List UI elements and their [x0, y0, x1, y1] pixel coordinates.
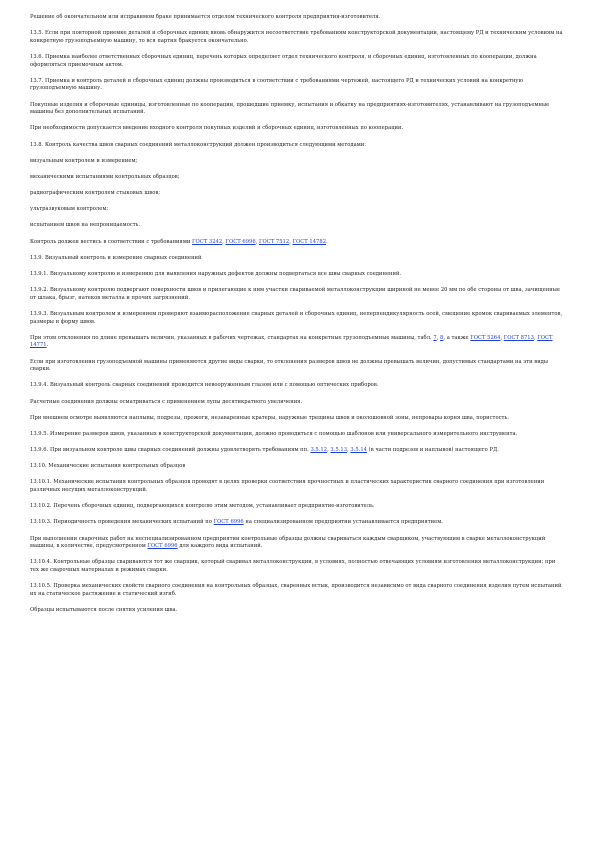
text-run: Образцы испытываются после снятия усиления шва.: [30, 606, 178, 613]
paragraph: [30, 14, 565, 22]
document-link[interactable]: ГОСТ 5264: [470, 334, 501, 341]
section-heading: [30, 255, 565, 263]
text-run: 13.8. Контроль качества швов сварных соединений металлоконструкций должен производиться следующими методами:: [30, 141, 367, 148]
document-link[interactable]: ГОСТ 6996: [225, 238, 256, 245]
document-link[interactable]: ГОСТ 14771: [30, 334, 553, 349]
text-run: визуальным контролем и измерением;: [30, 157, 138, 164]
document-link[interactable]: 3.5.13: [330, 447, 348, 454]
document-link[interactable]: ГОСТ 3242: [192, 238, 223, 245]
text-run: 13.10.4. Контрольные образцы свариваются тот же сварщик, который сваривал металлоконструкции, в условиях, полностью отвечающих условиям изготовления металлоконструкции; при тех же сварочных материалах и режимах сварки.: [30, 559, 556, 573]
paragraph: [30, 125, 565, 133]
text-run: испытанием швов на непроницаемость.: [30, 222, 141, 229]
paragraph: [30, 287, 565, 302]
document-link[interactable]: 7: [433, 334, 437, 341]
text-run: ,: [327, 447, 331, 454]
text-run: Контроль должен вестись в соответствии с требованиями: [30, 238, 193, 245]
document-link[interactable]: 3.5.12: [310, 447, 328, 454]
text-run: 13.10. Механические испытания контрольных образцов: [30, 463, 186, 470]
text-run: 13.9.4. Визуальный контроль сварных соединений проводится невооруженным глазом или с помощью оптических приборов.: [30, 382, 379, 389]
paragraph: [30, 431, 565, 439]
paragraph: [30, 583, 565, 598]
paragraph: [30, 142, 565, 150]
text-run: механическими испытаниями контрольных образцов;: [30, 173, 180, 180]
text-run: При необходимости допускается введение входного контроля покупных изделий и сборочных единиц, изготовленных по кооперации.: [30, 125, 404, 132]
text-run: Покупные изделия и сборочные единицы, изготовленные по кооперации, прошедшие приемку, испытания и обкатку на предприятиях-изготовителях, устанавливают на грузоподъемные машины без дополнительных испытаний.: [30, 101, 550, 116]
text-run: 13.9.6. При визуальном контроле швы сварных соединений должны удовлетворять требованиям пп.: [30, 447, 311, 454]
paragraph: [30, 607, 565, 615]
paragraph: [30, 78, 565, 93]
text-run: 13.7. Приемка и контроль деталей и сборочных единиц должны производиться в соответствии с требованиями чертежей, настоящего РД и технических условий на конкретную грузоподъемную машину.: [30, 77, 524, 92]
paragraph-with-links: [30, 519, 565, 527]
text-run: на специализированном предприятии устанавливается предприятием.: [243, 519, 443, 526]
document-link[interactable]: ГОСТ 6996: [213, 519, 244, 526]
text-run: ,: [289, 238, 293, 245]
text-run: .: [46, 342, 49, 349]
text-run: ,: [347, 447, 351, 454]
text-run: Расчетные соединения должны осматриваться с применением лупы десятикратного увеличения.: [30, 398, 303, 405]
text-run: .: [326, 238, 328, 245]
text-run: Если при изготовлении грузоподъемной машины применяются другие виды сварки, то отклонения размеров швов не должны превышать величин, допустимых стандартами на эти виды сварки.: [30, 358, 549, 373]
paragraph: [30, 311, 565, 326]
text-run: При этом отклонения по длине превышать величин, указанных в рабочих чертежах, стандартах на конкретные грузоподъемные машины, табл.: [30, 334, 434, 341]
document-link[interactable]: 3.5.14: [350, 447, 367, 454]
text-run: 13.10.1. Механические испытания контрольных образцов проводят в целях проверки соответствия прочностных и пластических характеристик сварного соединения при изготовлении различных несущих металлоконструкций.: [30, 479, 545, 494]
paragraph: [30, 102, 565, 117]
document-link[interactable]: ГОСТ 6996: [147, 543, 178, 550]
paragraph: [30, 271, 565, 279]
text-run: 13.10.3. Периодичность проведения механических испытаний по: [30, 519, 214, 526]
text-run: При выполнении сварочных работ на неспециализированном предприятии контрольные образцы должны свариваться каждым сварщиком, участвующим в сварке металлоконструкций машины, в количестве, предусмотренном: [30, 535, 546, 550]
document-link[interactable]: ГОСТ 8713: [503, 334, 534, 341]
text-run: ультразвуковым контролем;: [30, 206, 109, 213]
list-item: [30, 174, 565, 182]
text-run: , а также: [443, 334, 471, 341]
paragraph: [30, 559, 565, 574]
text-run: ,: [436, 334, 441, 341]
paragraph-with-links: [30, 536, 565, 551]
text-run: ,: [255, 238, 260, 245]
paragraph: [30, 503, 565, 511]
text-run: 13.9.2. Визуальному контролю подвергают поверхности швов и прилегающие к ним участки свариваемой металлоконструкции шириной не менее 20 мм по обе стороны от шва, зачищенные от шлака, брызг, натеков металла и прочих загрязнений.: [30, 287, 560, 301]
text-run: 13.9.5. Измерение размеров швов, указанных в конструкторской документации, должно проводиться с помощью шаблонов или универсального измерительного инструмента.: [30, 430, 518, 437]
text-run: для каждого вида испытаний.: [177, 543, 263, 550]
document-link[interactable]: 8: [440, 334, 444, 341]
paragraph: [30, 54, 565, 69]
text-run: ,: [500, 334, 504, 341]
text-run: 13.9.1. Визуальному контролю и измерению для выявления наружных дефектов должны подвергаться все швы сварных соединений.: [30, 271, 402, 277]
text-run: ,: [533, 334, 538, 341]
paragraph: [30, 479, 565, 494]
text-run: 13.6. Приемка наиболее ответственных сборочных единиц, перечень которых определяет отдел технического контроля, и сборочных единиц, изготовленных по кооперации, должна оформляться приемочным актом.: [30, 53, 537, 68]
text-run: 13.5. Если при повторной приемке деталей и сборочных единиц вновь обнаружится несоответствие требованиям конструкторской документации, настоящему РД и техническим условиям на конкретную грузоподъемную машину, то вся партия бракуется окончательно.: [30, 30, 563, 44]
text-run: ,: [222, 238, 226, 245]
text-run: 13.10.5. Проверка механических свойств сварного соединения на контрольных образцах, сваренных встык, производится независимо от вида сварного соединения изделия путем испытаний их на статическое растяжение и статический изгиб.: [30, 583, 562, 597]
paragraph: [30, 382, 565, 390]
text-run: радиографическим контролем стыковых швов;: [30, 190, 161, 197]
section-heading: [30, 463, 565, 471]
paragraph: [30, 415, 565, 423]
list-item: [30, 158, 565, 166]
text-run: 13.9. Визуальный контроль и измерение сварных соединений: [30, 254, 202, 261]
document-link[interactable]: ГОСТ 7512: [259, 238, 290, 245]
list-item: [30, 222, 565, 230]
paragraph-with-links: [30, 239, 565, 247]
text-run: 13.9.3. Визуальным контролем и измерением проверяют взаиморасположение сварных деталей и сборочных единиц, неперпендикулярность осей, смещение кромок свариваемых элементов, размеры и форму швов.: [30, 310, 563, 325]
paragraph-with-links: [30, 447, 565, 455]
text-run: При внешнем осмотре выявляются наплывы, подрезы, прожоги, незаваренные кратеры, наружные трещины швов и околошовной зоны, непровары корня шва, пористость.: [30, 414, 509, 421]
list-item: [30, 206, 565, 214]
text-run: Решение об окончательном или исправимом браке принимается отделом технического контроля предприятия-изготовителя.: [30, 14, 381, 20]
text-run: (в части подрезов и наплывов) настоящего РД.: [367, 447, 499, 454]
paragraph: [30, 399, 565, 407]
list-item: [30, 190, 565, 198]
paragraph: [30, 359, 565, 374]
document-link[interactable]: ГОСТ 14782: [292, 238, 327, 245]
text-run: 13.10.2. Перечень сборочных единиц, подвергающихся контролю этим методом, устанавливает предприятие-изготовитель.: [30, 503, 375, 510]
paragraph: [30, 30, 565, 45]
paragraph-with-links: [30, 335, 565, 350]
